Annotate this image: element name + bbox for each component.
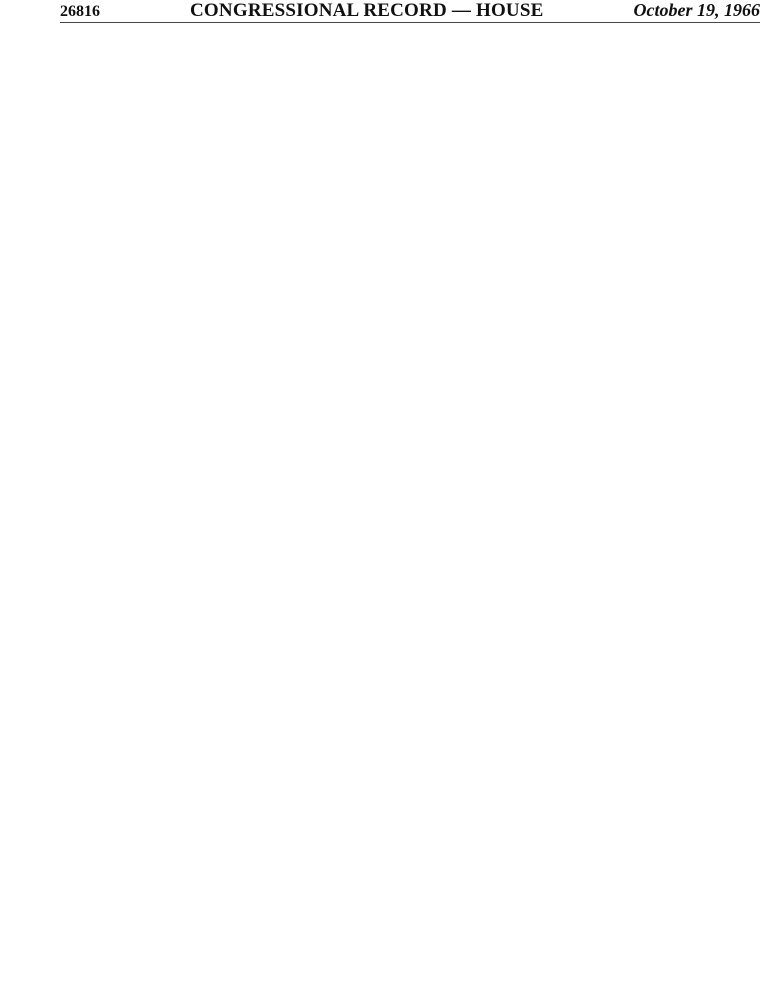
- page-header: [60, 0, 760, 23]
- text-column-2: [299, 64, 522, 984]
- text-columns: [60, 64, 760, 984]
- text-column-1: [60, 64, 283, 984]
- publication-title: CONGRESSIONAL RECORD — HOUSE: [190, 0, 544, 21]
- page-number: 26816: [60, 3, 100, 20]
- issue-date: October 19, 1966: [633, 0, 760, 20]
- text-column-3: [538, 64, 761, 984]
